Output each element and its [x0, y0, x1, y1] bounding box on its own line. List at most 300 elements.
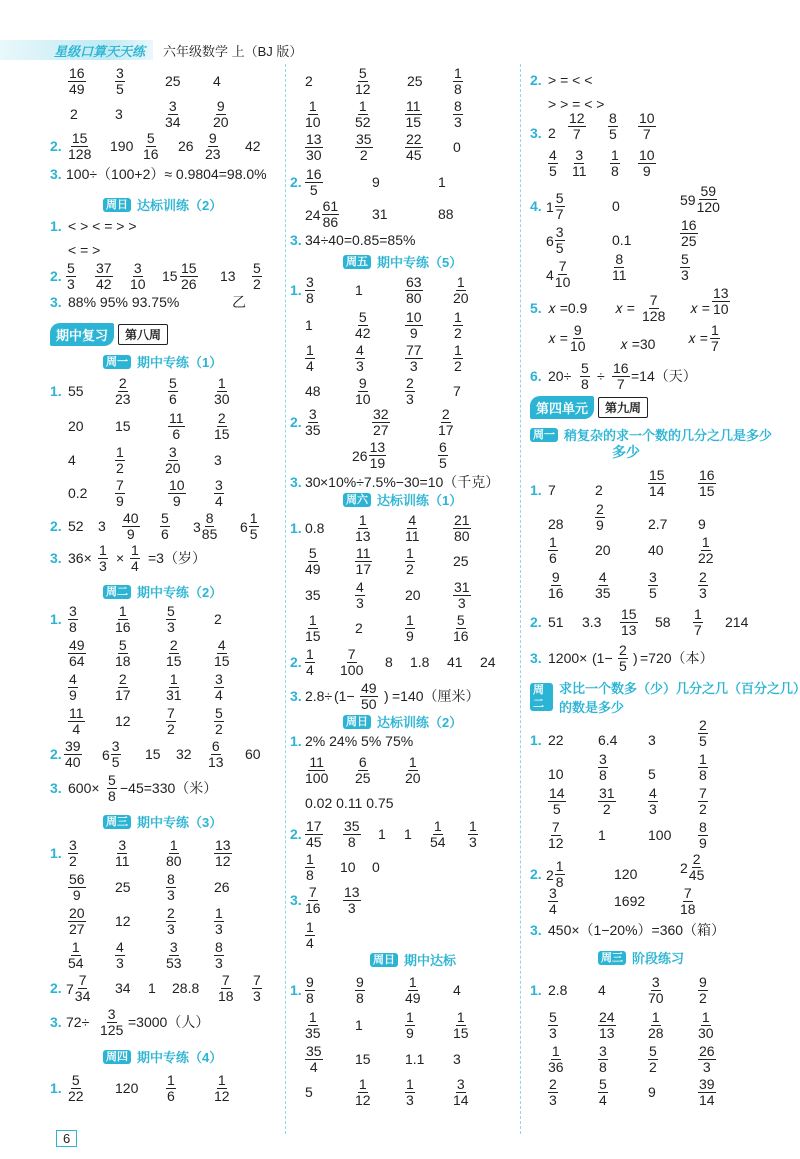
answer-text: 2.	[290, 414, 302, 430]
answer-text: )	[384, 688, 389, 704]
fraction: 6 25	[355, 754, 371, 786]
mixed-number: 3 8 85	[193, 510, 218, 542]
answer-text: 6.	[530, 368, 542, 384]
answer-text: 𝑥 =	[690, 300, 710, 316]
answer-text: 3.	[290, 892, 302, 908]
answer-text: 2.	[290, 654, 302, 670]
fraction: 2 23	[115, 375, 131, 407]
fraction: 17 45	[306, 818, 322, 850]
fraction: 10 9	[406, 309, 422, 341]
fraction: 6 5	[439, 439, 447, 471]
fraction: 3 5	[649, 569, 657, 601]
fraction: 4 3	[649, 785, 657, 817]
answer-text: 3.	[290, 474, 302, 490]
fraction: 11 6	[169, 410, 184, 442]
fraction: 2 9	[596, 501, 604, 533]
fraction: 3 35	[305, 406, 321, 438]
fraction: 9 16	[548, 569, 564, 601]
answer-text: 3.	[50, 1014, 62, 1030]
fraction: 5 2	[253, 260, 261, 292]
answer-text: 2.	[50, 518, 62, 534]
fraction: 5 3	[681, 251, 689, 283]
fraction: 1 31	[166, 671, 182, 703]
fraction: 5 2	[649, 1043, 657, 1075]
fraction: 1 2	[454, 309, 462, 341]
answer-text: 15	[162, 268, 178, 284]
answer-text: 25	[165, 73, 181, 89]
answer-text: 15	[115, 418, 131, 434]
answer-text: 28	[548, 516, 564, 532]
fraction: 11 100	[305, 754, 329, 786]
answer-text: 1.	[290, 282, 302, 298]
fraction: 1 13	[355, 512, 371, 544]
answer-text: 0.02 0.11 0.75	[305, 795, 394, 811]
answer-text: 0.1	[612, 232, 632, 248]
fraction: 10 9	[169, 477, 185, 509]
answer-text: 5	[648, 766, 656, 782]
answer-text: 4	[213, 73, 221, 89]
fraction: 35 4	[306, 1043, 322, 1075]
answer-text: 20	[68, 418, 84, 434]
fraction: 1 9	[406, 612, 414, 644]
answer-text: 1	[355, 282, 363, 298]
fraction: 1 22	[698, 534, 714, 566]
fraction: 15 128	[68, 130, 92, 162]
fraction: 5 22	[68, 1072, 84, 1104]
answer-text: 40	[648, 542, 664, 558]
fraction: 39 40	[65, 738, 81, 770]
answer-text: 26	[214, 879, 230, 895]
fraction: 2 17	[115, 671, 131, 703]
answer-text: 3	[98, 518, 106, 534]
answer-text: 24	[480, 654, 496, 670]
answer-text: 𝑥 =0.9	[548, 300, 588, 316]
fraction: 1 7	[711, 322, 719, 354]
fraction: 63 80	[406, 274, 422, 306]
fraction: 1 54	[430, 818, 446, 850]
fraction: 4 11	[405, 512, 420, 544]
fraction: 5 3	[549, 1009, 557, 1041]
answer-text: 9	[372, 174, 380, 190]
fraction: 3 2	[69, 837, 77, 869]
fraction: 10 7	[639, 110, 655, 142]
fraction: 8 3	[215, 939, 223, 971]
answer-text: 0.8	[305, 520, 325, 536]
answer-text: 2.	[50, 268, 62, 284]
answer-text: 2	[548, 125, 556, 141]
answer-text: =140（厘米）	[392, 688, 480, 704]
column-divider	[520, 64, 521, 1134]
fraction: 20 27	[69, 905, 85, 937]
fraction: 2 5	[619, 642, 627, 674]
answer-text: 88% 95% 93.75%	[68, 294, 180, 310]
fraction: 2 3	[699, 569, 707, 601]
fraction: 3 10	[130, 260, 146, 292]
fraction: 15 26	[181, 260, 197, 292]
answer-text: 3	[214, 452, 222, 468]
answer-text: 1.1	[405, 1051, 425, 1067]
section-heading: 周三 期中专练（3）	[103, 812, 222, 831]
answer-text: 600×	[68, 780, 100, 796]
fraction: 4 3	[116, 939, 124, 971]
answer-text: 3.	[50, 780, 62, 796]
unit-heading: 第四单元 第九周	[530, 396, 648, 419]
answer-text: 2% 24% 5% 75%	[305, 733, 414, 749]
fraction: 5 49	[305, 545, 321, 577]
answer-text: 42	[245, 138, 261, 154]
answer-text: 1200×	[548, 650, 588, 666]
answer-text: 3	[453, 1051, 461, 1067]
fraction: 49 64	[69, 637, 85, 669]
fraction: 5 16	[453, 612, 469, 644]
series-banner	[0, 40, 153, 60]
fraction: 3 125	[100, 1006, 124, 1038]
unit-heading: 期中复习 第八周	[50, 323, 168, 346]
answer-text: 450×（1−20%）=360（箱）	[548, 922, 726, 938]
fraction: 5 3	[67, 260, 75, 292]
answer-text: 5	[305, 1084, 313, 1100]
fraction: 3 11	[115, 837, 130, 869]
fraction: 13 12	[215, 837, 231, 869]
fraction: 5 16	[143, 130, 159, 162]
mixed-number: 1 5 7	[546, 190, 564, 222]
answer-text: 10	[548, 766, 564, 782]
answer-text: =720（本）	[640, 650, 714, 666]
answer-text: 1.	[50, 1080, 62, 1096]
answer-text: 58	[655, 614, 671, 630]
fraction: 1 12	[214, 1072, 230, 1104]
answer-text: 15	[145, 746, 161, 762]
answer-text: 𝑥 =30	[620, 336, 656, 352]
fraction: 2 5	[699, 717, 707, 749]
answer-text: 2.	[50, 138, 62, 154]
answer-text: 2.	[290, 174, 302, 190]
answer-text: 4	[453, 982, 461, 998]
page-header	[0, 40, 302, 60]
fraction: 21 80	[454, 512, 470, 544]
answer-text: 3.	[50, 550, 62, 566]
fraction: 14 5	[549, 785, 565, 817]
fraction: 3 8	[69, 603, 77, 635]
fraction: 32 27	[373, 406, 389, 438]
fraction: 1 30	[214, 375, 230, 407]
fraction: 16 25	[681, 217, 697, 249]
answer-text: (1−	[592, 650, 613, 666]
fraction: 8 3	[454, 98, 462, 130]
answer-text: 72÷	[66, 1014, 90, 1030]
answer-text: 20	[595, 542, 611, 558]
answer-text: 3.	[50, 166, 62, 182]
answer-text: 51	[548, 614, 564, 630]
fraction: 16 5	[306, 166, 322, 198]
fraction: 5 12	[355, 65, 371, 97]
fraction: 24 13	[599, 1009, 615, 1041]
answer-text: 1.	[290, 733, 302, 749]
fraction: 31 3	[454, 579, 470, 611]
answer-text: 2	[70, 106, 78, 122]
answer-text: 120	[614, 866, 638, 882]
fraction: 3 34	[165, 98, 181, 130]
fraction: 2 15	[166, 637, 182, 669]
answer-text: 34	[115, 980, 131, 996]
fraction: 15 13	[621, 606, 637, 638]
fraction: 2 3	[167, 905, 175, 937]
fraction: 12 7	[569, 110, 585, 142]
fraction: 1 2	[454, 342, 462, 374]
fraction: 1 8	[699, 751, 707, 783]
fraction: 3 8	[306, 274, 314, 306]
fraction: 9 8	[356, 974, 364, 1006]
answer-text: 55	[68, 383, 84, 399]
section-heading: 周日 达标训练（2）	[103, 195, 222, 214]
fraction: 8 9	[699, 819, 707, 851]
answer-text: 52	[68, 518, 84, 534]
fraction: 7 3	[253, 972, 261, 1004]
section-heading: 周三 阶段练习	[598, 948, 684, 967]
fraction: 26 3	[699, 1043, 715, 1075]
fraction: 1 2	[406, 545, 414, 577]
fraction: 5 3	[167, 603, 175, 635]
fraction: 1 36	[548, 1043, 564, 1075]
section-heading: 周日 期中达标	[370, 950, 456, 969]
answer-text: 1	[148, 980, 156, 996]
fraction: 1 3	[215, 905, 223, 937]
fraction: 16 7	[613, 360, 629, 392]
fraction: 16 49	[69, 65, 85, 97]
fraction: 5 42	[355, 309, 371, 341]
fraction: 8 3	[167, 871, 175, 903]
mixed-number: 4 7 10	[546, 258, 571, 290]
fraction: 1 9	[406, 1009, 414, 1041]
answer-text: 4	[68, 452, 76, 468]
answer-text: 9	[698, 516, 706, 532]
fraction: 13 3	[344, 884, 360, 916]
section-heading: 周二 期中专练（2）	[103, 582, 222, 601]
answer-text: 4	[598, 982, 606, 998]
fraction: 40 9	[123, 510, 139, 542]
answer-text: 1	[404, 826, 412, 842]
fraction: 2 3	[549, 1076, 557, 1108]
answer-text: 3.	[530, 922, 542, 938]
answer-text: 34÷40=0.85=85%	[305, 232, 416, 248]
answer-text: 1.	[290, 520, 302, 536]
fraction: 22 45	[406, 131, 422, 163]
series-title: 星级口算天天练	[54, 43, 146, 59]
answer-text: 88	[438, 206, 454, 222]
answer-text: 30	[305, 474, 321, 490]
fraction: 1 4	[306, 646, 314, 678]
fraction: 3 4	[215, 671, 223, 703]
fraction: 10 9	[639, 147, 655, 179]
answer-text: 1.8	[410, 654, 430, 670]
fraction: 1 8	[454, 65, 462, 97]
fraction: 16 15	[699, 467, 715, 499]
fraction: 15 14	[649, 467, 665, 499]
answer-text: 190	[110, 138, 134, 154]
answer-text: 9	[648, 1084, 656, 1100]
fraction: 1 3	[469, 818, 477, 850]
answer-text: 60	[245, 746, 261, 762]
answer-text: 36×	[68, 550, 92, 566]
answer-text: 1.	[530, 482, 542, 498]
answer-text: 𝑥 =	[548, 330, 568, 346]
answer-text: =14（天）	[631, 368, 697, 384]
fraction: 1 6	[549, 534, 557, 566]
answer-text: 48	[305, 383, 321, 399]
section-heading: 周一 稍复杂的求一个数的几分之几是多少	[530, 425, 772, 444]
answer-text: 2.8÷	[305, 688, 333, 704]
fraction: 1 12	[355, 1076, 371, 1108]
fraction: 7 2	[167, 705, 175, 737]
fraction: 35 8	[344, 818, 360, 850]
fraction: 5 4	[599, 1076, 607, 1108]
answer-text: 120	[115, 1080, 139, 1096]
answer-text: > = < <	[548, 72, 593, 88]
fraction: 9 2	[699, 974, 707, 1006]
answer-text: 1.	[50, 845, 62, 861]
mixed-number: 7 7 34	[66, 972, 91, 1004]
fraction: 3 4	[549, 885, 557, 917]
answer-text: 3.	[290, 232, 302, 248]
answer-text: 2.7	[648, 516, 668, 532]
fraction: 1 3	[406, 1076, 414, 1108]
fraction: 5 18	[115, 637, 131, 669]
answer-text: 25	[115, 879, 131, 895]
answer-text: 2.	[50, 980, 62, 996]
answer-text: 100÷（100+2）≈ 0.9804=98.0%	[66, 166, 267, 182]
answer-text: 2	[595, 482, 603, 498]
fraction: 4 9	[69, 671, 77, 703]
answer-text: 0	[453, 139, 461, 155]
answer-text: 3.	[530, 125, 542, 141]
answer-text: =3000（人）	[128, 1014, 210, 1030]
answer-text: 2.	[530, 614, 542, 630]
fraction: 8 5	[609, 110, 617, 142]
fraction: 5 8	[108, 772, 116, 804]
fraction: 3 4	[215, 477, 223, 509]
answer-text: 25	[453, 553, 469, 569]
fraction: 1 15	[453, 1009, 469, 1041]
answer-text: 乙	[232, 294, 246, 310]
answer-text: 2.	[50, 746, 62, 762]
answer-text: 2.	[530, 72, 542, 88]
section-heading: 周六 达标训练（1）	[343, 490, 462, 509]
mixed-number: 2 1 8	[546, 858, 564, 890]
column-divider	[285, 64, 286, 1134]
fraction: 3 20	[165, 444, 181, 476]
fraction: 6 13	[208, 738, 224, 770]
fraction: 11 15	[405, 98, 422, 130]
answer-text: (1−	[334, 688, 355, 704]
answer-text: 2	[305, 73, 313, 89]
answer-text: 25	[407, 73, 423, 89]
answer-text: 1	[378, 826, 386, 842]
answer-text: 28.8	[172, 980, 200, 996]
fraction: 2 3	[406, 375, 414, 407]
page-number: 6	[56, 1130, 77, 1147]
answer-text: 20	[405, 587, 421, 603]
answer-text: 26	[178, 138, 194, 154]
answer-text: 3.3	[582, 614, 602, 630]
answer-text: −45=330（米）	[120, 780, 218, 796]
fraction: 4 3	[356, 342, 364, 374]
fraction: 13 10	[713, 285, 729, 317]
answer-text: 0	[612, 198, 620, 214]
fraction: 1 3	[99, 542, 107, 574]
fraction: 2 15	[214, 410, 230, 442]
fraction: 3 14	[453, 1076, 469, 1108]
answer-text: 2	[214, 611, 222, 627]
fraction: 8 11	[612, 251, 627, 283]
answer-text: 3.	[530, 650, 542, 666]
fraction: 7 18	[218, 972, 234, 1004]
section-heading: 周四 期中专练（4）	[103, 1047, 222, 1066]
fraction: 9 20	[213, 98, 229, 130]
fraction: 1 4	[306, 342, 314, 374]
fraction: 7 100	[340, 646, 364, 678]
fraction: 13 30	[306, 131, 322, 163]
answer-text: > > = < >	[548, 96, 605, 112]
fraction: 1 10	[305, 98, 321, 130]
fraction: 1 4	[131, 542, 139, 574]
section-heading: 周日 达标训练（2）	[343, 712, 462, 731]
answer-text: 2.	[290, 826, 302, 842]
fraction: 3 11	[572, 147, 587, 179]
answer-text: 7	[548, 482, 556, 498]
answer-text: 1	[598, 827, 606, 843]
answer-text: ÷	[597, 368, 605, 384]
answer-text: 31	[372, 206, 388, 222]
answer-text: 12	[115, 913, 131, 929]
fraction: 1 49	[405, 974, 421, 1006]
fraction: 1 54	[68, 939, 84, 971]
answer-text: 214	[725, 614, 749, 630]
fraction: 1 16	[115, 603, 131, 635]
answer-text: ×	[116, 550, 125, 566]
answer-text: 1.	[50, 218, 62, 234]
answer-text: 3.	[50, 294, 62, 310]
fraction: 37 42	[96, 260, 112, 292]
fraction: 1 80	[166, 837, 182, 869]
fraction: 9 10	[355, 375, 371, 407]
mixed-number: 2 2 45	[680, 851, 705, 883]
fraction: 2 17	[438, 406, 454, 438]
fraction: 5 8	[581, 360, 589, 392]
fraction: 5 6	[161, 510, 169, 542]
answer-text: 20÷	[548, 368, 572, 384]
answer-text: 1.	[530, 732, 542, 748]
answer-text: 1.	[530, 982, 542, 998]
fraction: 9 8	[306, 974, 314, 1006]
fraction: 1 7	[694, 606, 702, 638]
fraction: 1 20	[453, 274, 469, 306]
answer-text: 3.	[290, 688, 302, 704]
fraction: 7 18	[680, 885, 696, 917]
section-heading: 周二 求比一个数多（少）几分之几（百分之几）的数是多少	[530, 678, 800, 716]
fraction: 7 2	[699, 785, 707, 817]
fraction: 1 2	[116, 444, 124, 476]
fraction: 1 30	[698, 1009, 714, 1041]
answer-text: 13	[220, 268, 236, 284]
fraction: 5 2	[215, 705, 223, 737]
answer-text: 𝑥 =	[615, 300, 635, 316]
answer-text: 1	[305, 317, 313, 333]
fraction: 1 15	[305, 612, 321, 644]
answer-text: 2	[355, 620, 363, 636]
answer-text: 1	[355, 1017, 363, 1033]
book-subtitle: 六年级数学 上（BJ 版）	[163, 43, 303, 59]
answer-text: 0.2	[68, 485, 88, 501]
